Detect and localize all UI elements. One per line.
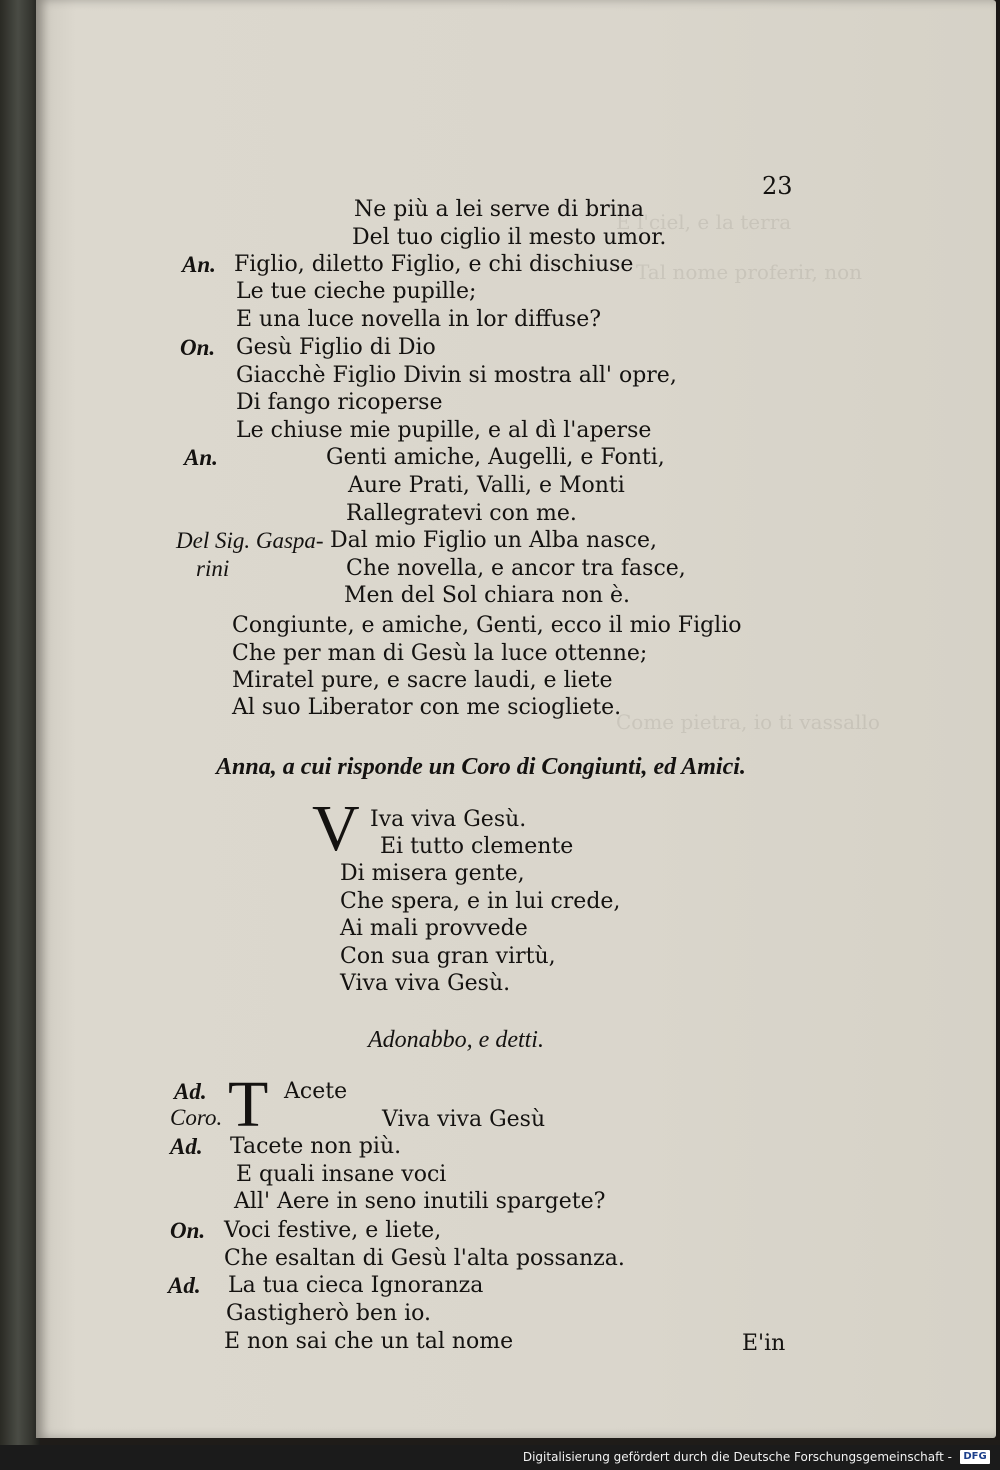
- verse-line: Voci festive, e liete,: [224, 1218, 442, 1243]
- book-page: [36, 0, 996, 1438]
- page-number: 23: [762, 172, 793, 200]
- verse-line: Figlio, diletto Figlio, e chi dischiuse: [234, 252, 634, 277]
- verse-line: Che per man di Gesù la luce ottenne;: [232, 641, 648, 666]
- verse-line: Gastigherò ben io.: [226, 1301, 432, 1326]
- drop-cap: T: [228, 1068, 269, 1141]
- chorus-line: Ei tutto clemente: [380, 834, 574, 859]
- verse-line: E una luce novella in lor diffuse?: [236, 307, 602, 332]
- bleed-through-text: Tal nome proferir, non: [636, 260, 863, 284]
- verse-line: Ne più a lei serve di brina: [354, 197, 645, 222]
- aria-line: Men del Sol chiara non è.: [344, 583, 631, 608]
- speaker-label: Ad.: [170, 1134, 203, 1159]
- drop-cap: V: [312, 792, 360, 865]
- speaker-label: On.: [180, 335, 216, 360]
- verse-line: Al suo Liberator con me sciogliete.: [232, 695, 622, 720]
- aria-line: Che novella, e ancor tra fasce,: [346, 556, 686, 581]
- speaker-label: Coro.: [170, 1105, 223, 1130]
- verse-line: Gesù Figlio di Dio: [236, 335, 436, 360]
- verse-line: Congiunte, e amiche, Genti, ecco il mio Figlio: [232, 613, 742, 638]
- verse-line: Di fango ricoperse: [236, 390, 443, 415]
- chorus-line: Viva viva Gesù: [382, 1107, 546, 1132]
- book-cover: [0, 0, 40, 1445]
- bleed-through-text: E l'ciel, e la terra: [616, 210, 792, 234]
- verse-line: Aure Prati, Valli, e Monti: [348, 473, 625, 498]
- verse-line: Rallegratevi con me.: [346, 501, 577, 526]
- chorus-line: Che spera, e in lui crede,: [340, 889, 621, 914]
- verse-line: Miratel pure, e sacre laudi, e liete: [232, 668, 613, 693]
- verse-line: Le tue cieche pupille;: [236, 279, 477, 304]
- footer-text: Digitalisierung gefördert durch die Deutsche Forschungsgemeinschaft -: [522, 1450, 952, 1464]
- chorus-line: Viva viva Gesù.: [340, 971, 511, 996]
- dfg-logo: DFG: [960, 1450, 990, 1464]
- verse-line: Tacete non più.: [230, 1134, 402, 1159]
- verse-line: E non sai che un tal nome: [224, 1329, 514, 1354]
- chorus-line: Ai mali provvede: [340, 916, 528, 941]
- speaker-label: On.: [170, 1218, 206, 1243]
- stage-direction: Adonabbo, e detti.: [368, 1027, 544, 1053]
- aria-line: Dal mio Figlio un Alba nasce,: [330, 528, 657, 553]
- verse-line: Giacchè Figlio Divin si mostra all' opre,: [236, 363, 677, 388]
- catchword: E'in: [742, 1331, 786, 1356]
- digitization-footer: [0, 1445, 1000, 1470]
- speaker-label: An.: [184, 445, 218, 470]
- verse-line: La tua cieca Ignoranza: [228, 1273, 484, 1298]
- author-attribution: Del Sig. Gaspa-: [176, 528, 324, 553]
- chorus-line: Iva viva Gesù.: [370, 807, 527, 832]
- verse-line: Del tuo ciglio il mesto umor.: [352, 225, 667, 250]
- author-attribution: rini: [196, 556, 230, 581]
- verse-line: Che esaltan di Gesù l'alta possanza.: [224, 1246, 625, 1271]
- speaker-label: Ad.: [168, 1273, 201, 1298]
- chorus-line: Di misera gente,: [340, 861, 525, 886]
- stage-direction: Anna, a cui risponde un Coro di Congiunti, ed Amici.: [216, 754, 746, 780]
- speaker-label: An.: [182, 252, 216, 277]
- chorus-line: Con sua gran virtù,: [340, 944, 556, 969]
- speaker-label: Ad.: [174, 1079, 207, 1104]
- verse-line: All' Aere in seno inutili spargete?: [234, 1189, 606, 1214]
- verse-line: E quali insane voci: [236, 1162, 447, 1187]
- verse-line: Le chiuse mie pupille, e al dì l'aperse: [236, 418, 652, 443]
- bleed-through-text: Come pietra, io ti vassallo: [616, 710, 880, 734]
- verse-line: Genti amiche, Augelli, e Fonti,: [326, 445, 665, 470]
- verse-line: Acete: [284, 1079, 348, 1104]
